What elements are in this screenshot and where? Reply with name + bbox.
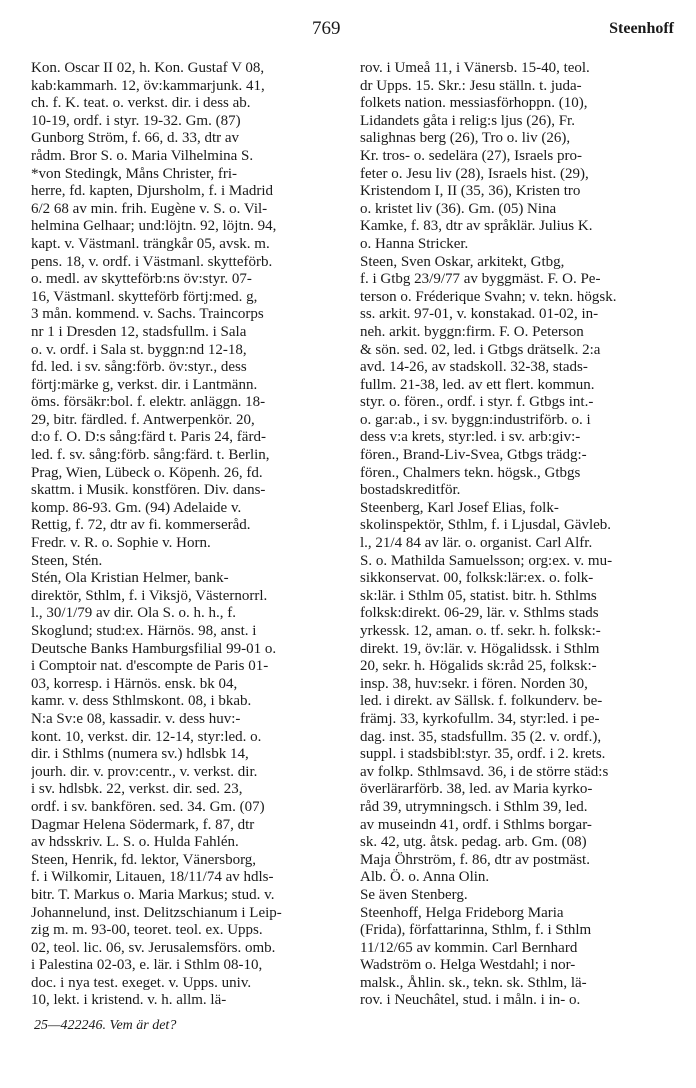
text-line: 20, sekr. h. Högalids sk:råd 25, folksk:- (360, 658, 597, 675)
text-line: terson o. Fréderique Svahn; v. tekn. högsk. (360, 288, 617, 305)
text-line: 03, korresp. i Härnös. ensk. bk 04, (31, 675, 238, 692)
text-line: Wadström o. Helga Westdahl; i nor- (360, 957, 576, 974)
text-line: kont. 10, verkst. dir. 12-14, styr:led. o. (31, 728, 262, 745)
text-line: av museindn 41, ordf. i Sthlms borgar- (360, 816, 592, 833)
text-line: kamr. v. dess Sthlmskont. 08, i bkab. (31, 693, 252, 710)
text-line: suppl. i stadsbibl:styr. 35, ordf. i 2. krets. (360, 746, 606, 763)
text-line: kab:kammarh. 12, öv:kammarjunk. 41, (31, 77, 265, 94)
text-line: Kr. tros- o. sedelära (27), Israels pro- (360, 147, 583, 164)
text-line: l., 30/1/79 av dir. Ola S. o. h. h., f. (31, 605, 236, 622)
text-line: sk:lär. i Sthlm 05, statist. bitr. h. Sthlms (360, 587, 597, 604)
text-line: o. medl. av skytteförb:ns öv:styr. 07- (31, 271, 252, 288)
text-line: salighnas berg (26), Tro o. liv (26), (360, 130, 571, 147)
running-head: Steenhoff (609, 20, 674, 37)
signature-footer: 25—422246. Vem är det? (34, 1018, 177, 1033)
text-line: fd. led. i sv. sång:förb. öv:styr., dess (31, 359, 247, 376)
text-line: fören., Brand-Liv-Svea, Gtbgs trädg:- (360, 447, 587, 464)
text-line: o. gar:ab., i sv. byggn:industriförb. o. i (360, 411, 591, 428)
text-line: nr 1 i Dresden 12, stadsfullm. i Sala (31, 323, 247, 340)
text-line: ch. f. K. teat. o. verkst. dir. i dess ab. (31, 95, 251, 112)
right-column (360, 60, 676, 1010)
text-line: överlärarförb. 38, led. av Maria kyrko- (360, 781, 593, 798)
text-line: Kristendom I, II (35, 36), Kristen tro (360, 183, 581, 200)
text-line: direkt. 19, öv:lär. v. Högalidssk. i Sthlm (360, 640, 600, 657)
text-line: malsk., Åhlin. sk., tekn. sk. Sthlm, lä- (360, 974, 587, 991)
text-line: Maja Öhrström, f. 86, dtr av postmäst. (360, 851, 590, 868)
text-line: 02, teol. lic. 06, sv. Jerusalemsförs. omb. (31, 939, 276, 956)
text-line: komp. 86-93. Gm. (94) Adelaide v. (31, 499, 242, 516)
text-line: 3 mån. kommend. v. Sachs. Traincorps (31, 306, 264, 323)
text-line: feter o. Jesu liv (28), Israels hist. (29), (360, 165, 589, 182)
text-line: styr. o. fören., ordf. i styr. f. Gtbgs int.- (360, 394, 594, 411)
text-line: förtj:märke g, verkst. dir. i Lantmänn. (31, 376, 258, 393)
text-line: folkets nation. messiasförhoppn. (10), (360, 95, 588, 112)
text-line: Stén, Ola Kristian Helmer, bank- (31, 570, 229, 587)
text-line: 29, bitr. färdled. f. Antwerpenkör. 20, (31, 411, 255, 428)
text-line: o. v. ordf. i Sala st. byggn:nd 12-18, (31, 341, 247, 358)
text-line: pens. 18, v. ordf. i Västmanl. skytteförb. (31, 253, 273, 270)
text-line: skolinspektör, Sthlm, f. i Ljusdal, Gävleb. (360, 517, 612, 534)
text-line: av folkp. Sthlmsavd. 36, i de större städ:s (360, 763, 609, 780)
text-line: Dagmar Helena Södermark, f. 87, dtr (31, 816, 255, 833)
text-line: 16, Västmanl. skytteförb förtj:med. g, (31, 288, 258, 305)
text-line: sikkonservat. 00, folksk:lär:ex. o. folk- (360, 570, 594, 587)
text-line: Kamke, f. 83, dtr av språklär. Julius K. (360, 218, 593, 235)
text-line: rov. i Neuchâtel, stud. i måln. i in- o. (360, 992, 581, 1009)
text-line: dir. i Sthlms (numera sv.) hdlsbk 14, (31, 746, 249, 763)
text-line: ordf. i sv. bankfören. sed. 34. Gm. (07) (31, 798, 265, 815)
text-line: led. f. sv. sång:förb. sång:färd. t. Berlin, (31, 447, 270, 464)
text-line: f. i Gtbg 23/9/77 av byggmäst. F. O. Pe- (360, 271, 601, 288)
text-line: 6/2 68 av min. frih. Eugène v. S. o. Vil- (31, 200, 268, 217)
text-line: o. Hanna Stricker. (360, 235, 469, 252)
text-line: d:o f. O. D:s sång:färd t. Paris 24, färd- (31, 429, 266, 446)
text-line: l., 21/4 84 av lär. o. organist. Carl Alfr. (360, 535, 593, 552)
text-line: rådm. Bror S. o. Maria Vilhelmina S. (31, 147, 254, 164)
text-line: Prag, Wien, Lübeck o. Köpenh. 26, fd. (31, 464, 263, 481)
text-line: Gunborg Ström, f. 66, d. 33, dtr av (31, 130, 240, 147)
text-line: i Palestina 02-03, e. lär. i Sthlm 08-10, (31, 957, 263, 974)
text-line: Steen, Sven Oskar, arkitekt, Gtbg, (360, 253, 565, 270)
text-line: led. i direkt. av Sällsk. f. folkunderv. be- (360, 693, 603, 710)
text-line: 10-19, ordf. i styr. 19-32. Gm. (87) (31, 112, 241, 129)
text-line: f. i Wilkomir, Litauen, 18/11/74 av hdls- (31, 869, 274, 886)
text-line: dag. inst. 35, stadsfullm. 35 (2. v. ordf.), (360, 728, 602, 745)
text-line: dess v:a krets, styr:led. i sv. arb:giv:- (360, 429, 581, 446)
text-line: N:a Sv:e 08, kassadir. v. dess huv:- (31, 710, 241, 727)
text-line: fullm. 21-38, led. av ett flert. kommun. (360, 376, 595, 393)
text-line: bostadskreditför. (360, 482, 461, 499)
text-line: S. o. Mathilda Samuelsson; org:ex. v. mu- (360, 552, 613, 569)
text-line: insp. 38, huv:sekr. i fören. Norden 30, (360, 675, 588, 692)
text-line: Steenhoff, Helga Frideborg Maria (360, 904, 564, 921)
text-line: 11/12/65 av kommin. Carl Bernhard (360, 939, 578, 956)
text-line: fören., Chalmers tekn. högsk., Gtbgs (360, 464, 581, 481)
text-line: avd. 14-26, av stadskoll. 32-38, stads- (360, 359, 588, 376)
text-line: folksk:direkt. 06-29, lär. v. Sthlms stads (360, 605, 599, 622)
text-line: bitr. T. Markus o. Maria Markus; stud. v. (31, 886, 275, 903)
text-line: zig m. m. 93-00, teoret. teol. ex. Upps. (31, 922, 263, 939)
text-line: Johannelund, inst. Delitzschianum i Leip- (31, 904, 282, 921)
text-line: Se även Stenberg. (360, 886, 468, 903)
text-line: av hdsskriv. L. S. o. Hulda Fahlén. (31, 834, 239, 851)
text-line: i Comptoir nat. d'escompte de Paris 01- (31, 658, 269, 675)
text-line: i sv. hdlsbk. 22, verkst. dir. sed. 23, (31, 781, 243, 798)
text-line: helmina Gelhaar; und:löjtn. 92, löjtn. 94, (31, 218, 277, 235)
page-number: 769 (312, 18, 341, 39)
text-line: 10, lekt. i kristend. v. h. allm. lä- (31, 992, 227, 1009)
text-line: Steenberg, Karl Josef Elias, folk- (360, 499, 559, 516)
text-line: öms. försäkr:bol. f. elektr. anläggn. 18- (31, 394, 266, 411)
text-line: Deutsche Banks Hamburgsfilial 99-01 o. (31, 640, 277, 657)
text-line: råd 39, utrymningsch. i Sthlm 39, led. (360, 798, 588, 815)
text-line: jourh. dir. v. prov:centr., v. verkst. dir. (31, 763, 258, 780)
text-line: rov. i Umeå 11, i Vänersb. 15-40, teol. (360, 60, 590, 76)
text-line: yrkessk. 12, aman. o. tf. sekr. h. folksk:- (360, 623, 601, 639)
left-column (31, 60, 347, 1010)
text-line: Kon. Oscar II 02, h. Kon. Gustaf V 08, (31, 60, 265, 76)
text-line: Steen, Stén. (31, 552, 103, 569)
text-line: ss. arkit. 97-01, v. konstakad. 01-02, in- (360, 306, 599, 323)
text-line: Skoglund; stud:ex. Härnös. 98, anst. i (31, 623, 257, 639)
text-line: Alb. Ö. o. Anna Olin. (360, 869, 490, 886)
text-line: *von Stedingk, Måns Christer, fri- (31, 165, 238, 182)
text-line: Rettig, f. 72, dtr av fi. kommerseråd. (31, 517, 251, 534)
text-line: (Frida), författarinna, Sthlm, f. i Sthlm (360, 922, 592, 939)
text-line: Steen, Henrik, fd. lektor, Vänersborg, (31, 851, 257, 868)
text-line: sk. 42, utg. åtsk. pedag. arb. Gm. (08) (360, 834, 587, 851)
text-line: direktör, Sthlm, f. i Viksjö, Västernorrl. (31, 587, 268, 604)
text-line: främj. 33, kyrkofullm. 34, styr:led. i pe- (360, 710, 600, 727)
text-line: Lidandets gåta i relig:s ljus (26), Fr. (360, 112, 575, 129)
text-line: doc. i nya test. exeget. v. Upps. univ. (31, 974, 252, 991)
text-line: Fredr. v. R. o. Sophie v. Horn. (31, 535, 211, 552)
text-line: kapt. v. Västmanl. trängkår 05, avsk. m. (31, 235, 270, 252)
text-line: neh. arkit. byggn:firm. F. O. Peterson (360, 323, 584, 340)
text-line: & sön. sed. 02, led. i Gtbgs drätselk. 2:a (360, 341, 601, 358)
text-line: o. kristet liv (36). Gm. (05) Nina (360, 200, 557, 217)
text-line: skattm. i Musik. konstfören. Div. dans- (31, 482, 266, 499)
text-line: dr Upps. 15. Skr.: Jesu ställn. t. juda- (360, 77, 582, 94)
text-line: herre, fd. kapten, Djursholm, f. i Madrid (31, 183, 274, 200)
